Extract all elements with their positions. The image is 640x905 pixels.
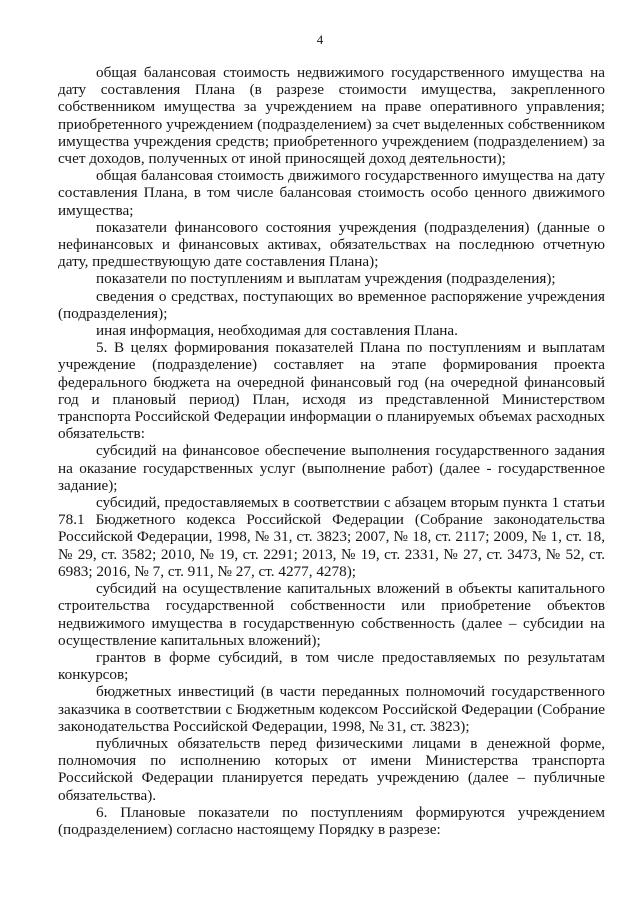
paragraph-other-information: иная информация, необходимая для составления Плана. <box>96 322 458 340</box>
paragraph-state-task-subsidies: субсидий на финансовое обеспечение выполнения государственного задания на оказание государственных услуг (выполнение работ) (далее - государственное задание); <box>58 442 605 494</box>
paragraph-real-estate-value: общая балансовая стоимость недвижимого государственного имущества на дату составления Плана (в разрезе стоимости имущества, закрепленного собственником имущества за учреждением на праве оперативного управления; приобретенного учреждением (подразделением) за счет выделенных собственником имущества учреждения средств; приобретенного учреждением (подразделением) за счет доходов, полученных от иной приносящей доход деятельности); <box>58 64 605 168</box>
paragraph-financial-state-indicators: показатели финансового состояния учреждения (подразделения) (данные о нефинансовых и финансовых активах, обязательствах на последнюю отчетную дату, предшествующую дате составления Плана); <box>58 218 605 271</box>
paragraph-receipts-payments-indicators: показатели по поступлениям и выплатам учреждения (подразделения); <box>96 270 556 288</box>
paragraph-budget-investments: бюджетных инвестиций (в части переданных полномочий государственного заказчика в соответствии с Бюджетным кодексом Российской Федерации (Собрание законодательства Российской Федерации, 1998, № 31, ст. 3823); <box>58 683 605 735</box>
paragraph-item-5: 5. В целях формирования показателей Плана по поступлениям и выплатам учреждение (подразделение) составляет на этапе формирования проекта федерального бюджета на очередной финансовый год (на очередной финансовый год и плановый период) План, исходя из представленной Министерством транспорта Российской Федерации информации о планируемых объемах расходных обязательств: <box>58 339 605 443</box>
document-body <box>58 64 605 838</box>
page-number: 4 <box>316 32 324 47</box>
paragraph-article-78-subsidies: субсидий, предоставляемых в соответствии с абзацем вторым пункта 1 статьи 78.1 Бюджетного кодекса Российской Федерации (Собрание законодательства Российской Федерации, 1998, № 31, ст. 3823; 2007, № 18, ст. 2117; 2009, № 1, ст. 18, № 29, ст. 3582; 2010, № 19, ст. 2291; 2013, № 19, ст. 2331, № 27, ст. 3473, № 52, ст. 6983; 2016, № 7, ст. 911, № 27, ст. 4277, 4278); <box>58 494 605 580</box>
paragraph-public-obligations: публичных обязательств перед физическими лицами в денежной форме, полномочия по исполнению которых от имени Министерства транспорта Российской Федерации планируется передать учреждению (далее – публичные обязательства). <box>58 734 605 804</box>
paragraph-grants: грантов в форме субсидий, в том числе предоставляемых по результатам конкурсов; <box>58 648 605 684</box>
paragraph-movable-property-value: общая балансовая стоимость движимого государственного имущества на дату составления Плана, в том числе балансовая стоимость особо ценного движимого имущества; <box>58 167 605 219</box>
paragraph-temporary-funds: сведения о средствах, поступающих во временное распоряжение учреждения (подразделения); <box>58 287 605 322</box>
paragraph-item-6: 6. Плановые показатели по поступлениям формируются учреждением (подразделением) согласно настоящему Порядку в разрезе: <box>58 803 605 838</box>
paragraph-capital-investment-subsidies: субсидий на осуществление капитальных вложений в объекты капитального строительства государственной собственности или приобретение объектов недвижимого имущества в государственную собственность (далее – субсидии на осуществление капитальных вложений); <box>58 580 605 649</box>
